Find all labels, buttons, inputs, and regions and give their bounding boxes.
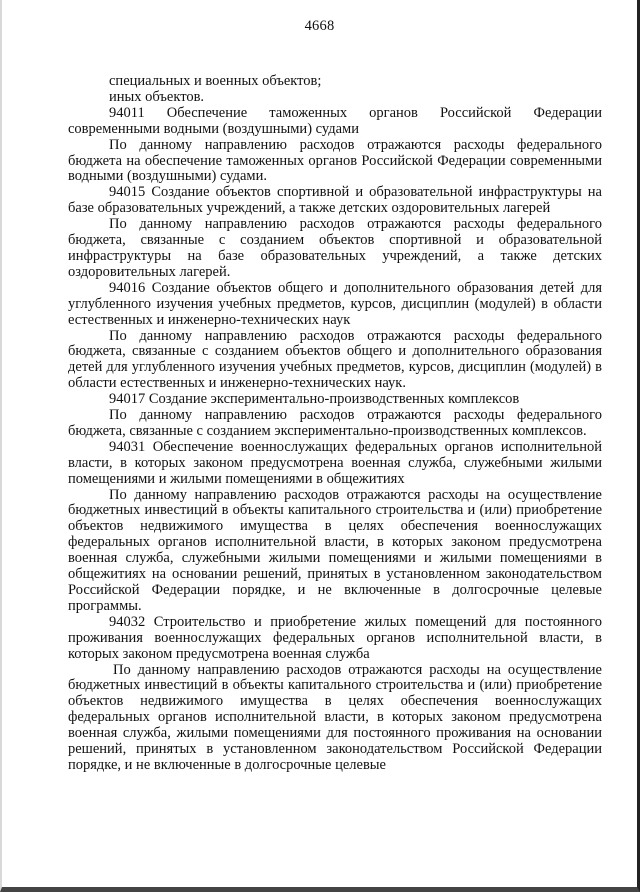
paragraph: 94017 Создание экспериментально-производственных комплексов bbox=[109, 391, 520, 408]
paragraph: По данному направлению расходов отражаются расходы федерального бюджета, связанные с созданием объектов спортивной и образовательной инфраструктуры на базе образовательных учреждений, а также детских оздоровительных лагерей. bbox=[68, 216, 602, 280]
paragraph: 94015 Создание объектов спортивной и образовательной инфраструктуры на базе образовательных учреждений, а также детских оздоровительных лагерей bbox=[68, 184, 602, 217]
paragraph: 94016 Создание объектов общего и дополнительного образования детей для углубленного изучения учебных предметов, курсов, дисциплин (модулей) в области естественных и инженерно-технических наук bbox=[68, 279, 602, 328]
paragraph: По данному направлению расходов отражаются расходы на осуществление бюджетных инвестиций в объекты капитального строительства и (или) приобретение объектов недвижимого имущества в целях обеспечения военнослужащих федеральных органов исполнительной власти, в которых законом предусмотрена военная служба, жилыми помещениями для постоянного проживания на основании решений, принятых в установленном законодательством Российской Федерации порядке, и не включенные в долгосрочные целевые bbox=[68, 661, 602, 773]
document-body bbox=[68, 74, 602, 774]
page-number: 4668 bbox=[304, 18, 335, 34]
paragraph: 94032 Строительство и приобретение жилых помещений для постоянного проживания военнослужащих федеральных органов исполнительной власти, в которых законом предусмотрена военная служба bbox=[68, 613, 602, 662]
paragraph: 94031 Обеспечение военнослужащих федеральных органов исполнительной власти, в которых законом предусмотрена военная служба, служебными жилыми помещениями и жилыми помещениями в общежитиях bbox=[68, 438, 602, 487]
paragraph: По данному направлению расходов отражаются расходы федерального бюджета на обеспечение таможенных органов Российской Федерации современными водными (воздушными) судами. bbox=[68, 136, 602, 185]
paragraph: По данному направлению расходов отражаются расходы на осуществление бюджетных инвестиций в объекты капитального строительства и (или) приобретение объектов недвижимого имущества в целях обеспечения военнослужащих федеральных органов исполнительной власти, в которых законом предусмотрена военная служба, служебными жилыми помещениями и жилыми помещениями в общежитиях на основании решений, принятых в установленном законодательством Российской Федерации порядке, и не включенные в долгосрочные целевые программы. bbox=[68, 486, 602, 614]
paragraph: По данному направлению расходов отражаются расходы федерального бюджета, связанные с созданием экспериментально-производственных комплексов. bbox=[68, 407, 602, 439]
paragraph: иных объектов. bbox=[109, 88, 205, 105]
paragraph: специальных и военных объектов; bbox=[109, 73, 322, 89]
paragraph: 94011 Обеспечение таможенных органов Российской Федерации современными водными (воздушными) судами bbox=[68, 104, 602, 137]
paragraph: По данному направлению расходов отражаются расходы федерального бюджета, связанные с созданием объектов общего и дополнительного образования детей для углубленного изучения учебных предметов, курсов, дисциплин (модулей) в области естественных и инженерно-технических наук. bbox=[68, 327, 602, 392]
